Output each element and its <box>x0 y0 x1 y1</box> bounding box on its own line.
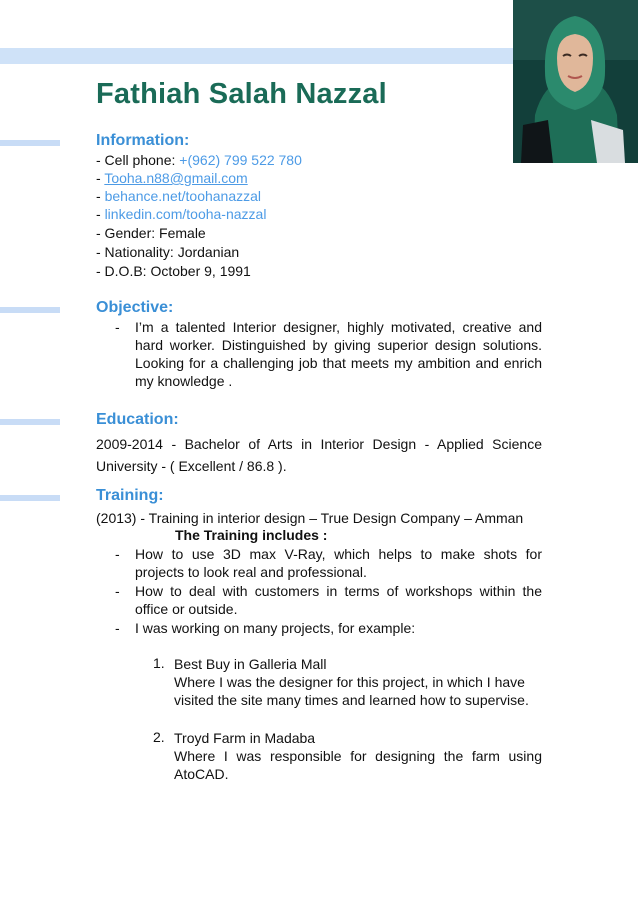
gender-line: - Gender: Female <box>96 225 206 241</box>
email-link[interactable]: Tooha.n88@gmail.com <box>104 170 248 186</box>
behance-link[interactable]: behance.net/toohanazzal <box>104 188 262 204</box>
training-bullet-dash: - <box>115 583 120 599</box>
cell-phone-value[interactable]: +(962) 799 522 780 <box>179 152 302 168</box>
project-number: 1. <box>153 655 165 671</box>
linkedin-prefix: - <box>96 206 105 222</box>
information-heading: Information: <box>96 132 190 149</box>
training-bullet <box>115 619 542 637</box>
nationality-line: - Nationality: Jordanian <box>96 244 240 260</box>
education-text: 2009-2014 - Bachelor of Arts in Interior Design - Applied Science University - ( Excellent / 86.8 ). <box>96 436 542 474</box>
project-description: Where I was responsible for designing the farm using AtoCAD. <box>174 748 542 782</box>
project-number: 2. <box>153 729 165 745</box>
profile-photo <box>513 0 638 163</box>
dob-line: - D.O.B: October 9, 1991 <box>96 263 251 279</box>
education-heading: Education: <box>96 411 179 428</box>
section-marker-education <box>0 419 60 425</box>
header-band <box>0 48 513 64</box>
linkedin-link[interactable]: linkedin.com/tooha-nazzal <box>104 206 267 222</box>
project-description: Where I was the designer for this project, in which I have visited the site many times and learned how to supervise. <box>174 674 529 708</box>
project-title: Best Buy in Galleria Mall <box>174 656 327 672</box>
objective-item <box>115 318 542 392</box>
email-line <box>96 169 248 187</box>
cell-phone-line <box>96 151 302 169</box>
training-bullet <box>115 545 542 581</box>
training-bullet-dash: - <box>115 620 120 636</box>
project-title: Troyd Farm in Madaba <box>174 730 316 746</box>
email-prefix: - <box>96 170 105 186</box>
training-bullet-dash: - <box>115 546 120 562</box>
objective-heading: Objective: <box>96 299 174 316</box>
training-entry: (2013) - Training in interior design – True Design Company – Amman <box>96 510 524 526</box>
section-marker-information <box>0 140 60 146</box>
cell-phone-label: - Cell phone: <box>96 152 180 168</box>
objective-text: I’m a talented Interior designer, highly motivated, creative and hard worker. Distinguished by giving superior design solutions. Looking for a challenging job that meets my ambition and enrich my knowledge . <box>135 319 542 389</box>
behance-prefix: - <box>96 188 105 204</box>
training-bullet-text: How to use 3D max V-Ray, which helps to make shots for projects to look real and professional. <box>135 546 542 580</box>
training-bullet-text: How to deal with customers in terms of workshops within the office or outside. <box>135 583 542 617</box>
behance-line <box>96 187 261 205</box>
objective-bullet: - <box>115 319 120 335</box>
linkedin-line <box>96 205 266 223</box>
training-heading: Training: <box>96 487 164 504</box>
training-subheading: The Training includes : <box>175 527 328 543</box>
section-marker-objective <box>0 307 60 313</box>
candidate-name: Fathiah Salah Nazzal <box>96 78 387 110</box>
training-bullet <box>115 582 542 618</box>
training-bullet-text: I was working on many projects, for example: <box>135 620 416 636</box>
section-marker-training <box>0 495 60 501</box>
